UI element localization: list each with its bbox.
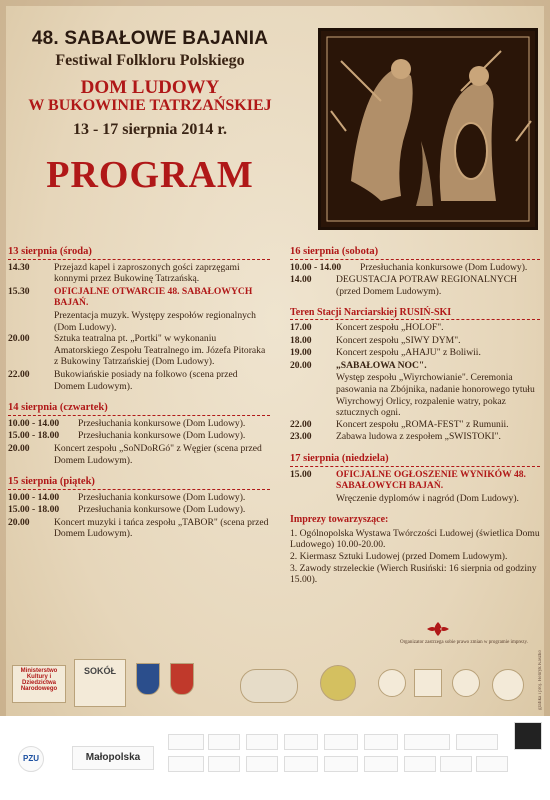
ministry-logo bbox=[12, 665, 66, 703]
seal-logo-3 bbox=[452, 669, 480, 697]
event-desc: Zabawa ludowa z zespołem „SWISTOKI". bbox=[336, 431, 501, 443]
event-desc: Bukowiańskie posiady na folkowo (scena przed Domem Ludowym). bbox=[54, 368, 238, 392]
event bbox=[8, 430, 270, 442]
event bbox=[290, 274, 540, 297]
festival-edition: 48. SABAŁOWE BAJANIA bbox=[31, 28, 269, 49]
event-desc: Przejazd kapel i zaproszonych gości zaprzęgami konnymi przez Bukowinę Tatrzańską. bbox=[54, 261, 240, 285]
event-time: 15.00 bbox=[290, 468, 312, 480]
event-time: 20.00 bbox=[8, 442, 30, 454]
event bbox=[8, 262, 270, 285]
event bbox=[290, 419, 540, 431]
event-time: 20.00 bbox=[290, 359, 312, 371]
sponsor-logo bbox=[456, 734, 498, 750]
malopolska-logo bbox=[72, 746, 154, 770]
event bbox=[8, 333, 270, 368]
program-title: PROGRAM bbox=[46, 154, 254, 196]
event bbox=[8, 286, 270, 309]
sponsor-logo bbox=[246, 734, 278, 750]
mountain-logo bbox=[170, 663, 194, 695]
ministry-logo-text: Ministerstwo Kultury i Dziedzictwa Narodowego bbox=[20, 668, 58, 692]
event bbox=[290, 431, 540, 443]
event bbox=[8, 369, 270, 392]
sponsor-logo bbox=[404, 756, 436, 772]
event bbox=[290, 347, 540, 359]
event-extra: Prezentacja muzyk. Występy zespołów regionalnych (Dom Ludowy). bbox=[54, 309, 256, 333]
event-time: 22.00 bbox=[8, 368, 30, 380]
event-desc: Koncert muzyki i tańca zespołu „TABOR" (scena przed Domem Ludowym). bbox=[54, 516, 269, 540]
sponsor-logo bbox=[246, 756, 278, 772]
event-desc: OFICJALNE OGŁOSZENIE WYNIKÓW 48. SABAŁOWYCH BAJAŃ. bbox=[336, 468, 526, 492]
event-desc: OFICJALNE OTWARCIE 48. SABAŁOWYCH BAJAŃ. bbox=[54, 285, 253, 309]
side-event: 2. Kiermasz Sztuki Ludowej (przed Domem Ludowym). bbox=[290, 551, 508, 563]
event-desc: DEGUSTACJA POTRAW REGIONALNYCH (przed Domem Ludowym). bbox=[336, 274, 518, 297]
seal-logo-2 bbox=[414, 669, 442, 697]
event-desc: Przesłuchania konkursowe (Dom Ludowy). bbox=[360, 261, 528, 273]
sponsor-logo bbox=[208, 756, 240, 772]
event bbox=[8, 504, 270, 516]
event-desc: Koncert zespołu „HOLOF". bbox=[336, 321, 444, 333]
festival-subtitle: Festiwal Folkloru Polskiego bbox=[55, 52, 245, 69]
event-time: 18.00 bbox=[290, 334, 312, 346]
event-desc: Koncert zespołu „SoNDoRGó" z Węgier (scena przed Domem Ludowym). bbox=[54, 442, 262, 466]
event-desc: Koncert zespołu „AHAJU" z Boliwii. bbox=[336, 347, 481, 359]
program-left-column bbox=[8, 240, 270, 541]
sponsor-logo bbox=[168, 756, 204, 772]
event-time: 19.00 bbox=[290, 347, 312, 359]
patron-logos bbox=[0, 655, 550, 715]
sponsor-logo bbox=[324, 734, 358, 750]
sponsor-logo bbox=[284, 734, 318, 750]
event-time: 15.00 - 18.00 bbox=[8, 430, 60, 442]
header bbox=[0, 28, 300, 197]
sponsor-logo bbox=[364, 734, 398, 750]
side-event: 3. Zawody strzeleckie (Wierch Rusiński: 16 sierpnia od godziny 15.00). bbox=[290, 562, 537, 586]
ornament-icon bbox=[425, 620, 451, 638]
sponsor-logo bbox=[324, 756, 358, 772]
sponsor-logo bbox=[364, 756, 398, 772]
event-time: 22.00 bbox=[290, 418, 312, 430]
day-heading: 14 sierpnia (czwartek) bbox=[8, 402, 270, 416]
seal-logo-4 bbox=[492, 669, 524, 701]
event-time: 15.00 - 18.00 bbox=[8, 504, 60, 516]
event bbox=[290, 322, 540, 334]
event bbox=[8, 418, 270, 430]
pzu-logo: PZU bbox=[18, 746, 44, 772]
musicians-woodcut-icon bbox=[321, 31, 535, 227]
day-heading: 17 sierpnia (niedziela) bbox=[290, 453, 540, 467]
event-time: 10.00 - 14.00 bbox=[8, 417, 60, 429]
malopolska-logo-text: Małopolska bbox=[85, 752, 141, 763]
event-desc: Przesłuchania konkursowe (Dom Ludowy). bbox=[78, 491, 246, 503]
event-desc: Sztuka teatralna pt. „Portki" w wykonaniu Amatorskiego Zespołu Teatralnego im. Józefa Pitoraka z Bukowiny Tatrzańskiej (Dom Ludowy). bbox=[54, 333, 266, 368]
woodcut-illustration bbox=[318, 28, 538, 230]
seal-logo-1 bbox=[378, 669, 406, 697]
program-right-column bbox=[290, 240, 540, 586]
event-extra: Występ zespołu „Wiyrchowianie". Ceremonia pasowania na Zbójnika, nadanie honorowego tytułu Wiyrchowyj Orlicy, rozpalenie watry, pokaz sztucznych ogni. bbox=[336, 372, 535, 419]
event bbox=[8, 517, 270, 540]
event-time: 14.30 bbox=[8, 261, 30, 273]
side-event: 1. Ogólnopolska Wystawa Twórczości Ludowej (świetlica Domu Ludowego) 10.00-20.00. bbox=[290, 527, 540, 551]
event-time: 23.00 bbox=[290, 431, 312, 443]
event-time: 10.00 - 14.00 bbox=[290, 261, 342, 273]
organizer-note: Organizator zastrzega sobie prawo zmian w programie imprezy. bbox=[400, 640, 528, 645]
event-desc: Przesłuchania konkursowe (Dom Ludowy). bbox=[78, 504, 246, 516]
sponsors-footer bbox=[0, 716, 550, 800]
event bbox=[290, 469, 540, 492]
event-time: 20.00 bbox=[8, 516, 30, 528]
event bbox=[8, 443, 270, 466]
sponsor-logo bbox=[284, 756, 318, 772]
event-desc: Przesłuchania konkursowe (Dom Ludowy). bbox=[78, 430, 246, 442]
qr-code-icon bbox=[514, 722, 542, 750]
event-desc: Koncert zespołu „SIWY DYM". bbox=[336, 334, 461, 346]
day-heading: 13 sierpnia (środa) bbox=[8, 246, 270, 260]
event-time: 10.00 - 14.00 bbox=[8, 491, 60, 503]
event-time: 17.00 bbox=[290, 321, 312, 333]
sponsor-logo bbox=[440, 756, 472, 772]
event-desc: Koncert zespołu „ROMA-FEST" z Rumunii. bbox=[336, 418, 509, 430]
event bbox=[8, 492, 270, 504]
folk-center-logo bbox=[240, 669, 298, 703]
graphic-credit: grafika i proj. Henryk Kaszko bbox=[538, 650, 543, 710]
sokol-logo bbox=[74, 659, 126, 707]
venue-location: W BUKOWINIE TATRZAŃSKIEJ bbox=[28, 97, 272, 114]
sponsor-logo bbox=[404, 734, 450, 750]
event-extra: Wręczenie dyplomów i nagród (Dom Ludowy). bbox=[336, 492, 519, 504]
event bbox=[290, 335, 540, 347]
event bbox=[290, 262, 540, 274]
venue-subheading: Teren Stacji Narciarskiej RUSIŃ-SKI bbox=[290, 307, 540, 320]
event-time: 14.00 bbox=[290, 274, 312, 286]
side-events-heading: Imprezy towarzyszące: bbox=[290, 514, 389, 526]
day-heading: 15 sierpnia (piątek) bbox=[8, 476, 270, 490]
union-logo bbox=[320, 665, 356, 701]
festival-dates: 13 - 17 sierpnia 2014 r. bbox=[72, 121, 228, 138]
sponsor-logo bbox=[476, 756, 508, 772]
event-desc: „SABAŁOWA NOC". bbox=[336, 359, 427, 371]
day-heading: 16 sierpnia (sobota) bbox=[290, 246, 540, 260]
sponsor-logo bbox=[208, 734, 240, 750]
sokol-logo-text: SOKÓŁ bbox=[83, 666, 116, 676]
venue-name: DOM LUDOWY bbox=[80, 77, 220, 98]
coat-of-arms-logo bbox=[136, 663, 160, 695]
sponsor-logo bbox=[168, 734, 204, 750]
event-desc: Przesłuchania konkursowe (Dom Ludowy). bbox=[78, 417, 246, 429]
event-time: 15.30 bbox=[8, 285, 30, 297]
event-time: 20.00 bbox=[8, 333, 30, 345]
event bbox=[290, 360, 540, 372]
